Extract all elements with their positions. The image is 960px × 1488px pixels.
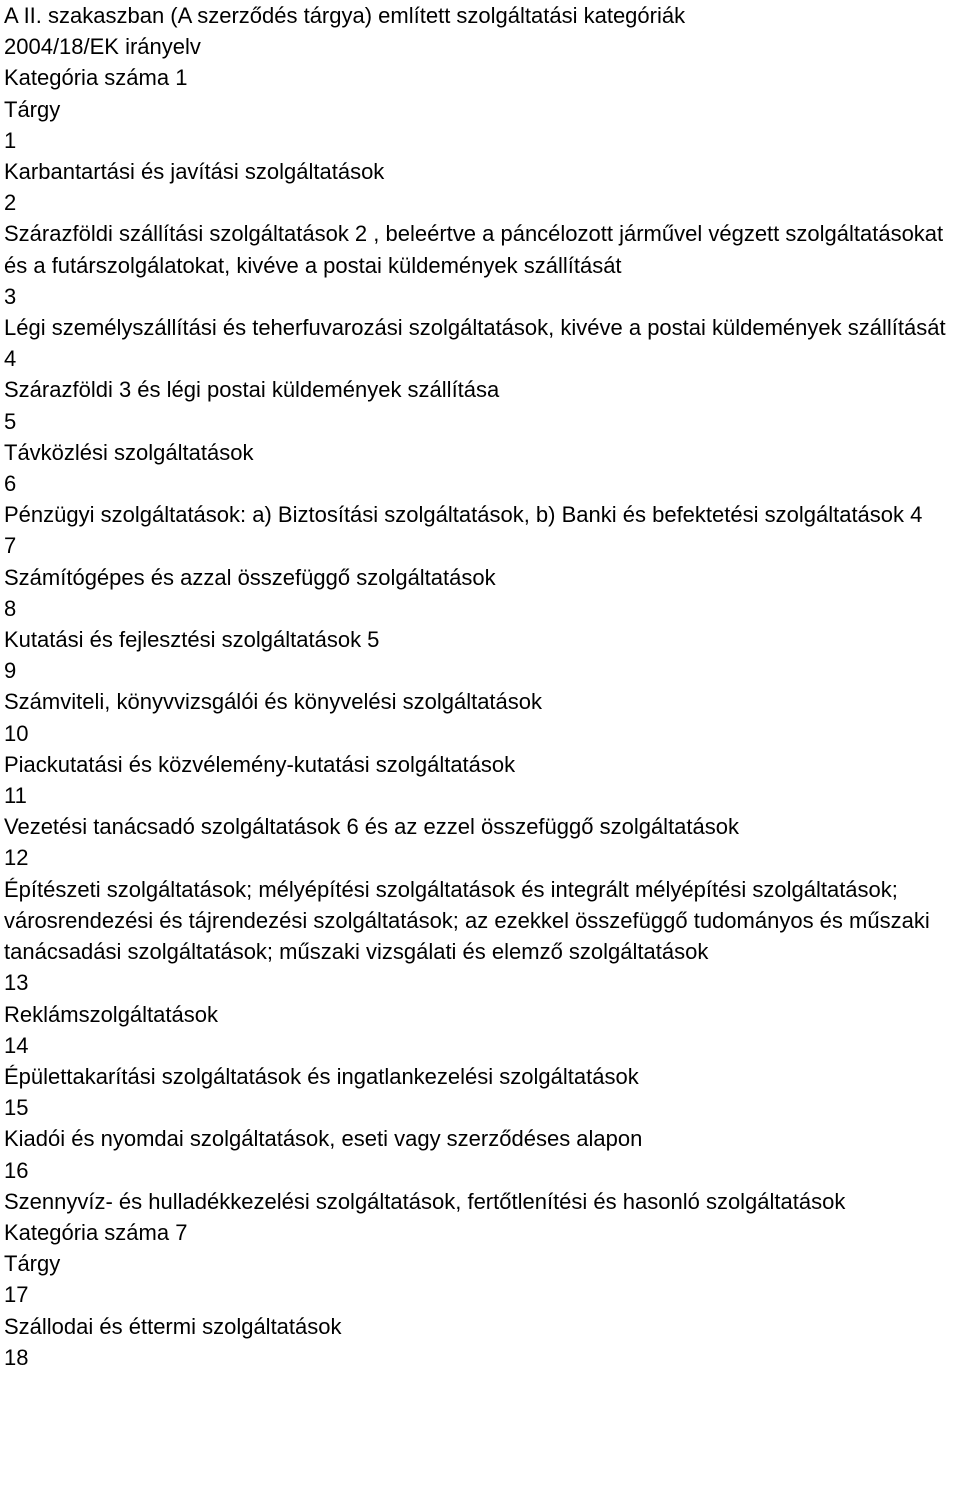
document-body — [4, 0, 956, 1373]
item-text: Kutatási és fejlesztési szolgáltatások 5 — [4, 627, 380, 653]
directive-reference: 2004/18/EK irányelv — [4, 34, 201, 60]
item-number: 4 — [4, 346, 17, 372]
item-text: Pénzügyi szolgáltatások: a) Biztosítási szolgáltatások, b) Banki és befektetési szolgáltatások 4 — [4, 502, 923, 528]
item-number: 8 — [4, 595, 17, 621]
category-label: Kategória száma 1 — [4, 65, 188, 91]
item-number: 6 — [4, 471, 17, 497]
item-text: Piackutatási és közvélemény-kutatási szolgáltatások — [4, 751, 516, 777]
item-text: Szárazföldi szállítási szolgáltatások 2 , beleértve a páncélozott járművel végzett szolgáltatásokat és a futárszolgálatokat, kivéve a postai küldemények szállítását — [4, 221, 944, 278]
item-number: 10 — [4, 720, 29, 746]
item-text: Reklámszolgáltatások — [4, 1001, 218, 1027]
item-number: 9 — [4, 658, 17, 684]
item-text: Távközlési szolgáltatások — [4, 439, 254, 465]
item-text: Szárazföldi 3 és légi postai küldemények szállítása — [4, 377, 500, 403]
item-number: 5 — [4, 408, 17, 434]
item-text: Karbantartási és javítási szolgáltatások — [4, 159, 385, 185]
item-text: Szállodai és éttermi szolgáltatások — [4, 1313, 342, 1339]
item-number: 7 — [4, 533, 17, 559]
item-number: 1 — [4, 127, 17, 153]
item-text: Épülettakarítási szolgáltatások és ingatlankezelési szolgáltatások — [4, 1063, 639, 1089]
item-number: 12 — [4, 845, 29, 871]
subject-label: Tárgy — [4, 96, 61, 122]
item-text: Szennyvíz- és hulladékkezelési szolgáltatások, fertőtlenítési és hasonló szolgáltatások — [4, 1188, 846, 1214]
category-label: Kategória száma 7 — [4, 1219, 188, 1245]
item-number: 15 — [4, 1095, 29, 1121]
item-text: Számítógépes és azzal összefüggő szolgáltatások — [4, 564, 496, 590]
item-number: 16 — [4, 1157, 29, 1183]
item-number: 14 — [4, 1032, 29, 1058]
item-number: 18 — [4, 1344, 29, 1370]
item-number: 17 — [4, 1282, 29, 1308]
subject-label: Tárgy — [4, 1251, 61, 1277]
item-number: 13 — [4, 970, 29, 996]
item-number: 3 — [4, 283, 17, 309]
item-number: 11 — [4, 783, 27, 809]
item-text: Kiadói és nyomdai szolgáltatások, eseti vagy szerződéses alapon — [4, 1126, 643, 1152]
item-text: Számviteli, könyvvizsgálói és könyvelési szolgáltatások — [4, 689, 543, 715]
document-header: A II. szakaszban (A szerződés tárgya) említett szolgáltatási kategóriák — [4, 3, 686, 28]
item-text: Légi személyszállítási és teherfuvarozási szolgáltatások, kivéve a postai küldemények szállítását — [4, 315, 946, 341]
item-text: Vezetési tanácsadó szolgáltatások 6 és az ezzel összefüggő szolgáltatások — [4, 814, 740, 840]
item-number: 2 — [4, 190, 17, 216]
item-text: Építészeti szolgáltatások; mélyépítési szolgáltatások és integrált mélyépítési szolgáltatások; városrendezési és tájrendezési szolgáltatások; az ezekkel összefüggő tudományos és műszaki tanácsadási szolgáltatások; műszaki vizsgálati és elemző szolgáltatások — [4, 876, 930, 965]
